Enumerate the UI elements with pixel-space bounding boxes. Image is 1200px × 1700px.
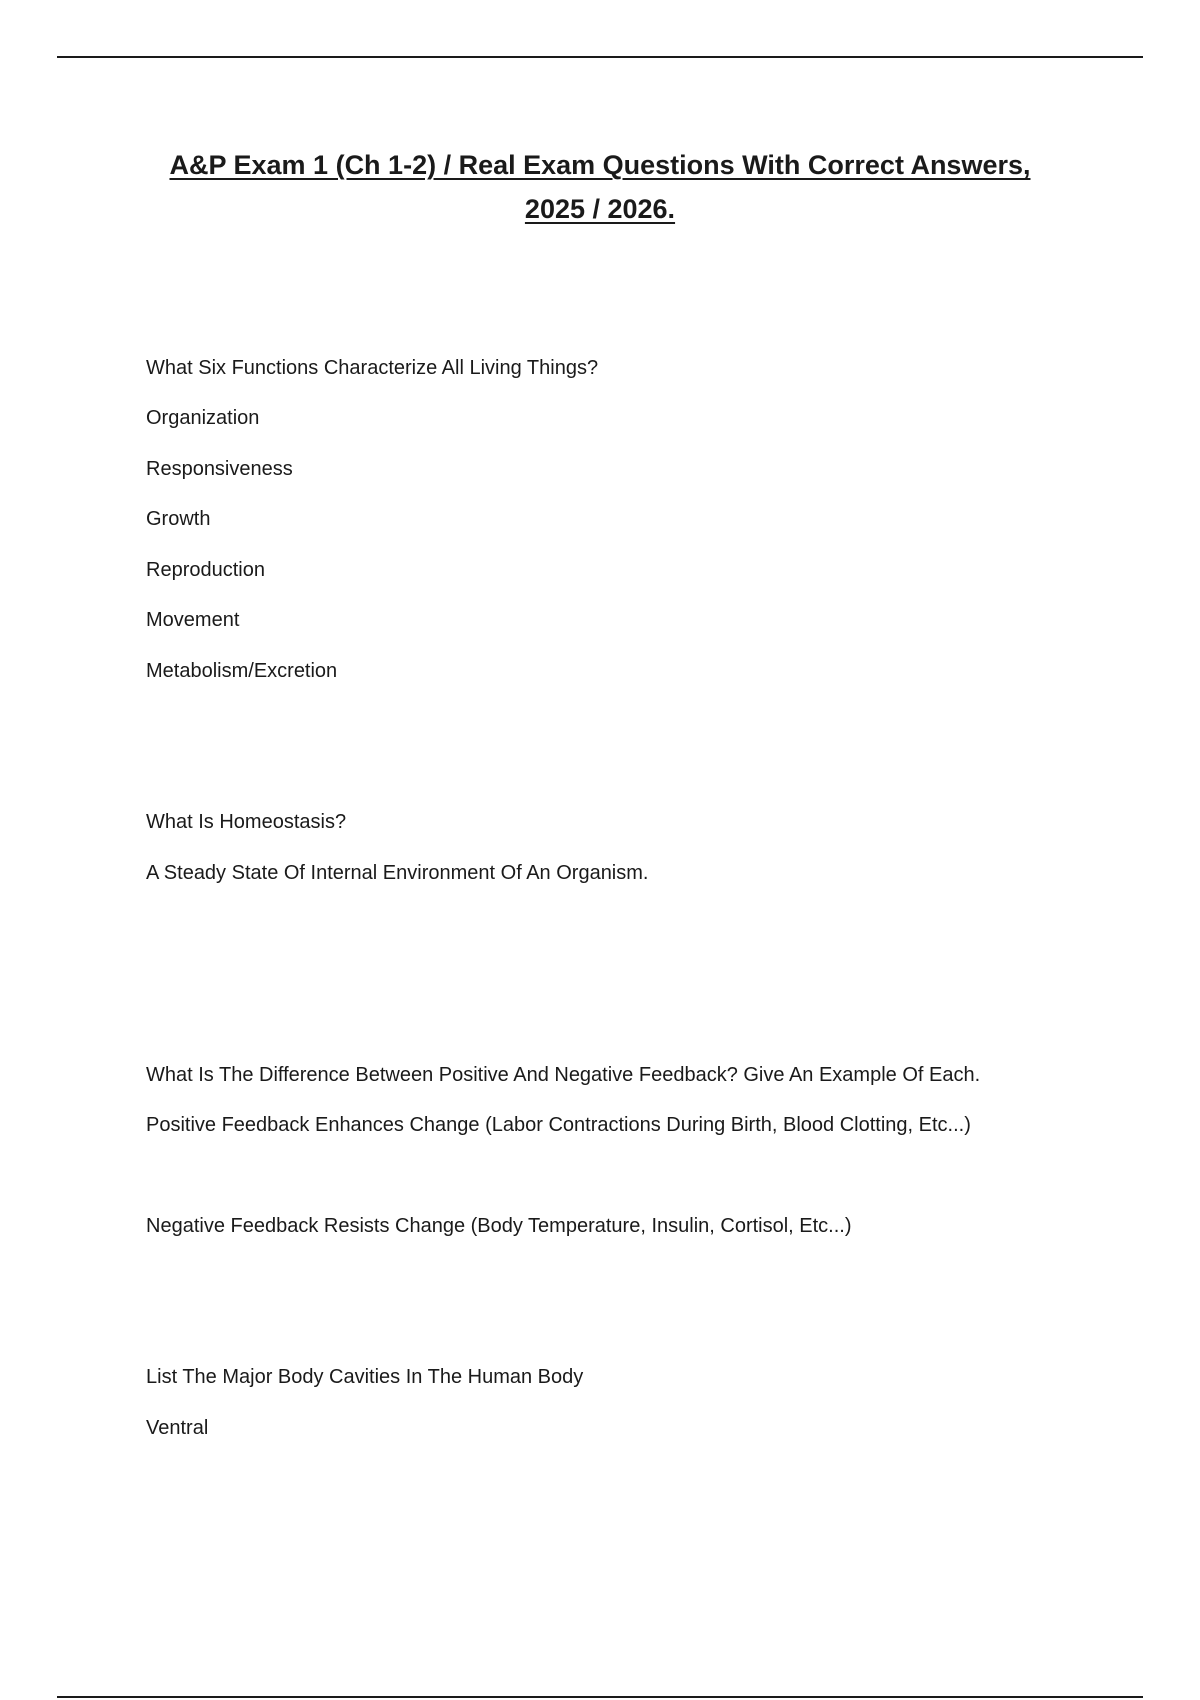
question-2: What Is Homeostasis? <box>146 811 347 833</box>
answer-1-item: Reproduction <box>146 559 265 581</box>
title-line-2: 2025 / 2026. <box>524 194 676 224</box>
answer-3-negative: Negative Feedback Resists Change (Body Temperature, Insulin, Cortisol, Etc...) <box>146 1215 852 1237</box>
answer-4: Ventral <box>146 1417 209 1439</box>
answer-1-item: Organization <box>146 407 260 429</box>
answer-2: A Steady State Of Internal Environment Of An Organism. <box>146 862 649 884</box>
answer-1-item: Metabolism/Excretion <box>146 660 338 682</box>
question-3: What Is The Difference Between Positive And Negative Feedback? Give An Example Of Each. <box>146 1064 981 1086</box>
answer-1-item: Growth <box>146 508 211 530</box>
top-rule <box>57 56 1143 58</box>
answer-1-item: Responsiveness <box>146 458 293 480</box>
question-1: What Six Functions Characterize All Living Things? <box>146 357 599 379</box>
page-title <box>100 143 1100 231</box>
bottom-rule <box>57 1696 1143 1698</box>
answer-1-item: Movement <box>146 609 240 631</box>
question-4: List The Major Body Cavities In The Human Body <box>146 1366 584 1388</box>
title-line-1: A&P Exam 1 (Ch 1-2) / Real Exam Questions With Correct Answers, <box>169 150 1031 180</box>
answer-3-positive: Positive Feedback Enhances Change (Labor Contractions During Birth, Blood Clotting, Etc...) <box>146 1114 971 1136</box>
